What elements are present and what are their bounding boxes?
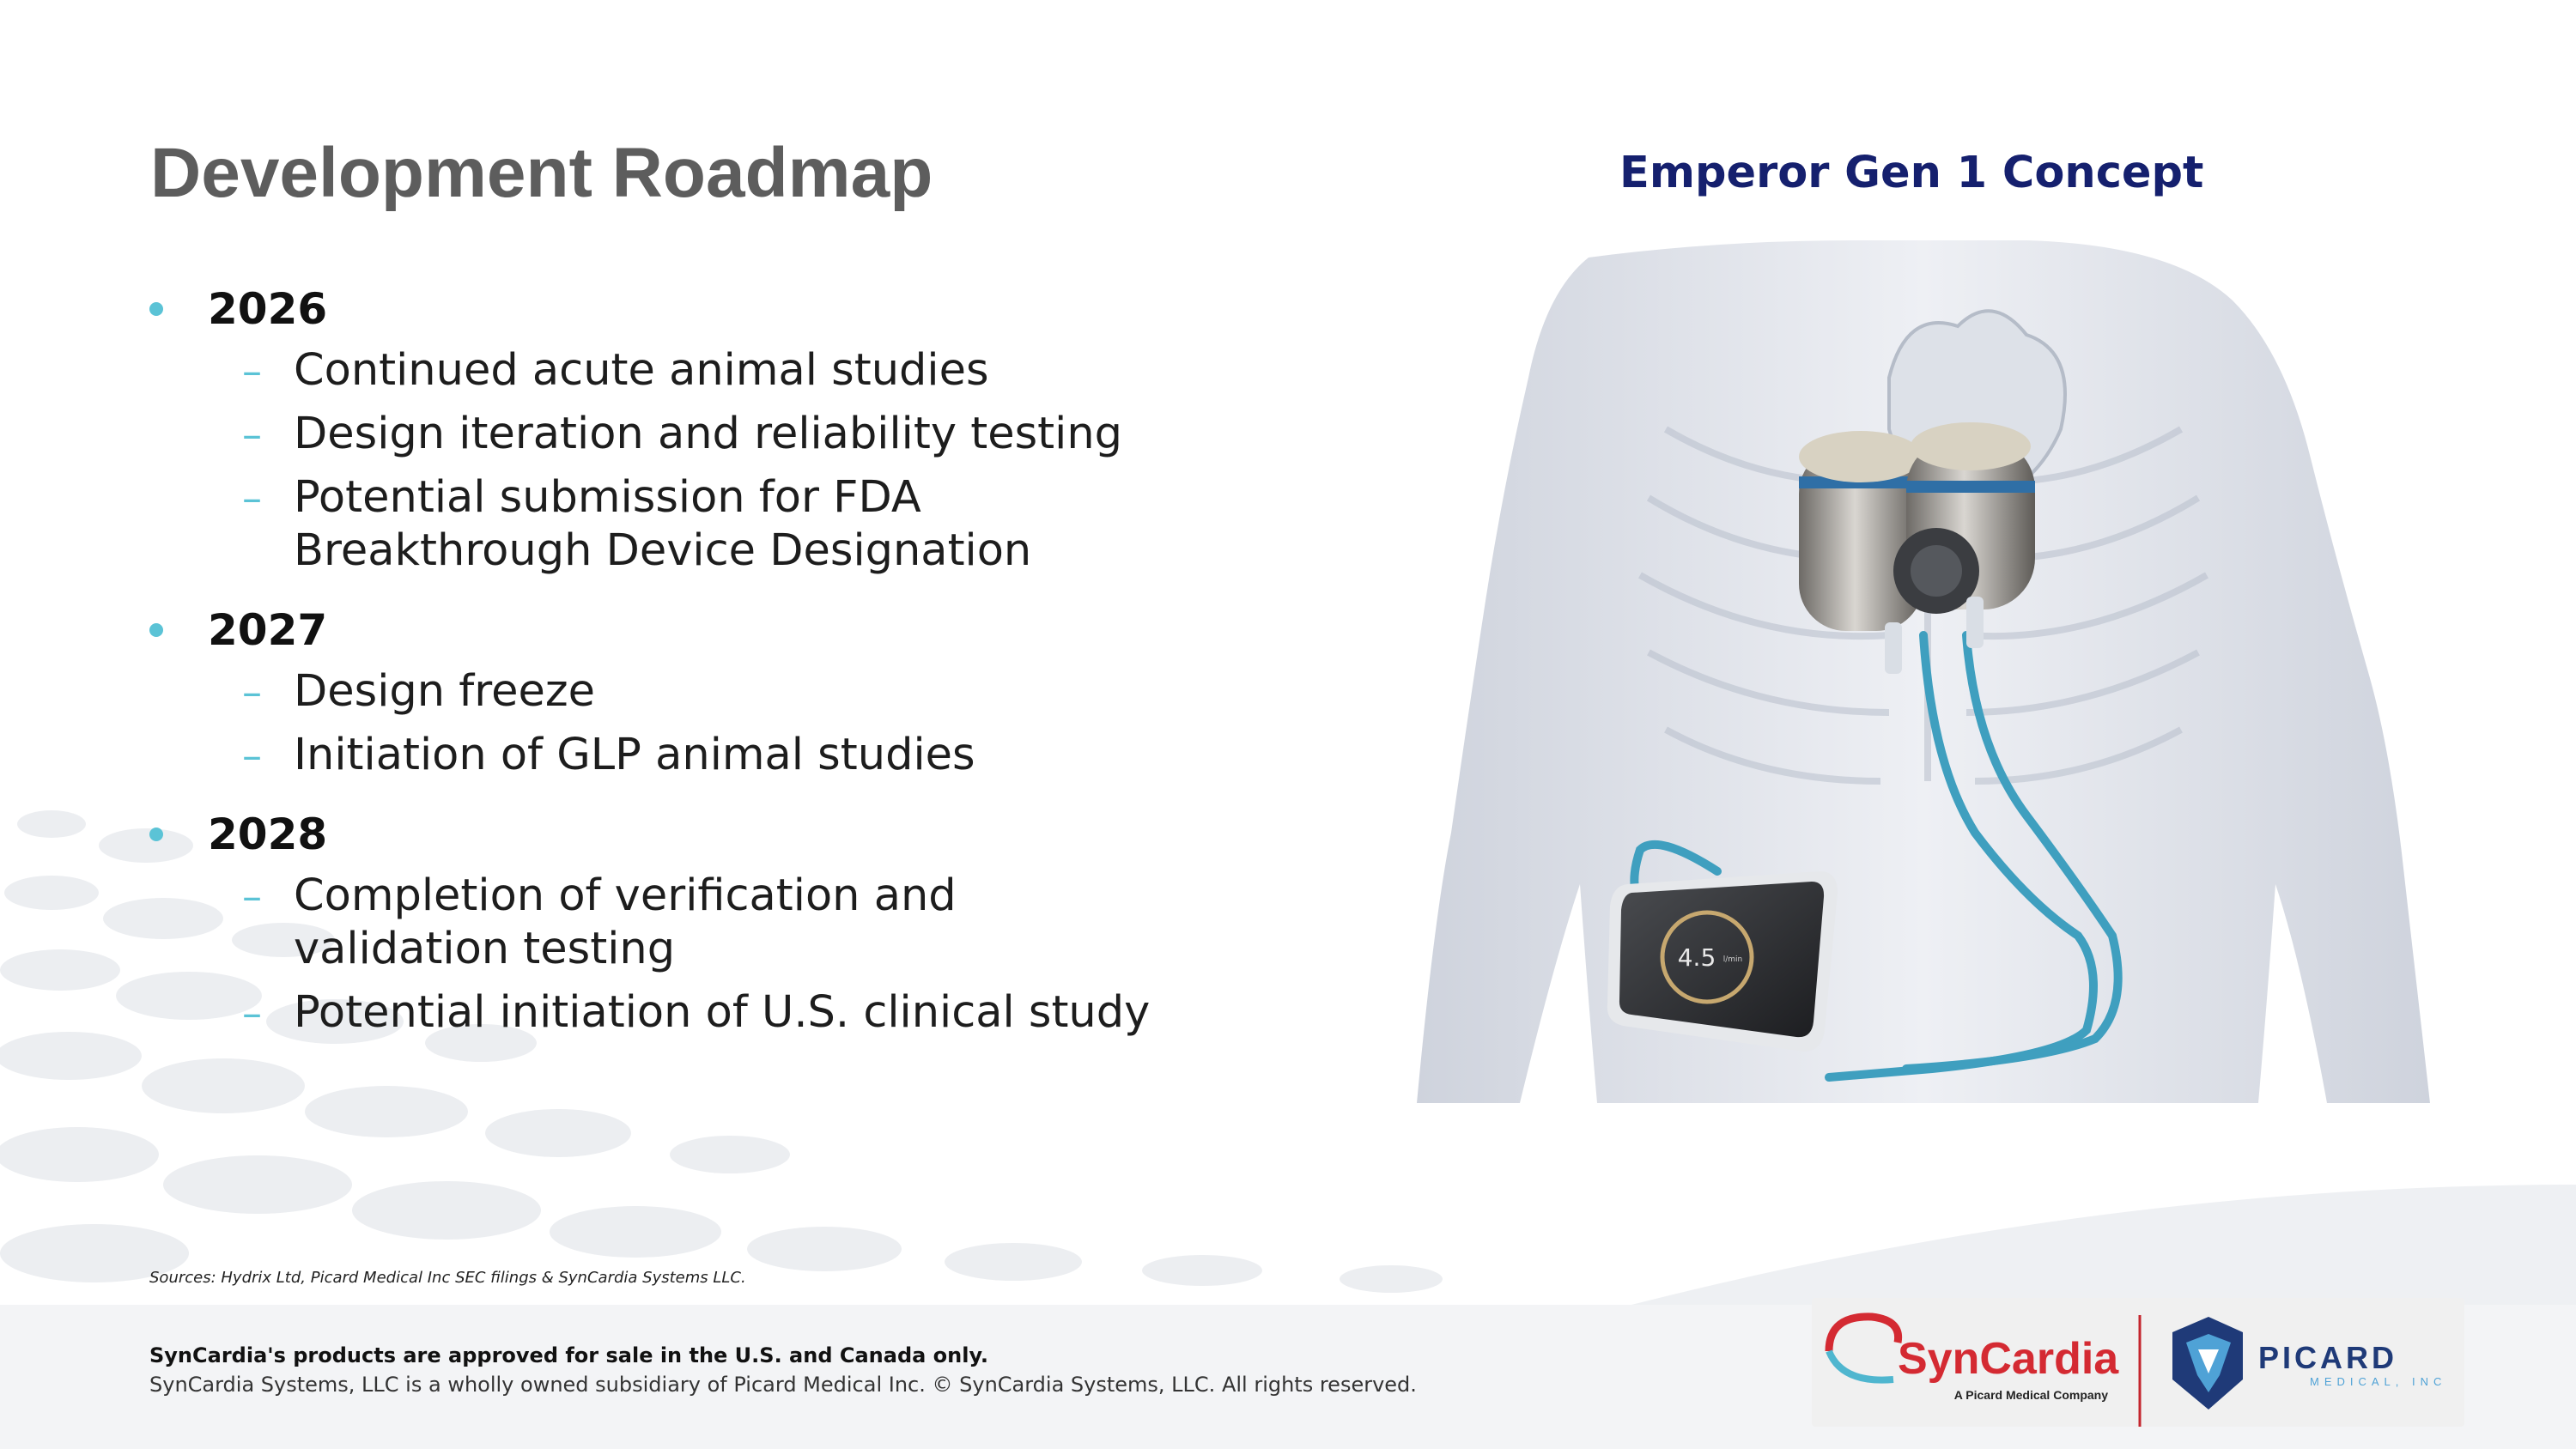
footer-disclaimer — [149, 1343, 1417, 1397]
dash-icon: – — [242, 873, 262, 919]
roadmap-list — [146, 279, 1262, 1062]
bullet-dot-icon — [149, 623, 163, 637]
dash-icon: – — [242, 990, 262, 1036]
list-item — [242, 466, 1262, 583]
list-item — [242, 981, 1262, 1045]
list-item — [242, 403, 1262, 466]
list-item — [242, 864, 1262, 981]
year-label: 2027 — [208, 605, 328, 655]
controller-display-value: 4.5 — [1677, 943, 1716, 972]
emperor-device-illustration — [1374, 232, 2456, 1116]
milestone-text: Continued acute animal studies — [294, 345, 989, 396]
sources-note: Sources: Hydrix Ltd, Picard Medical Inc SEC filings & SynCardia Systems LLC. — [149, 1269, 746, 1287]
approval-notice: SynCardia's products are approved for sale in the U.S. and Canada only. — [149, 1343, 989, 1367]
picard-wordmark: PICARD — [2258, 1340, 2398, 1375]
bullet-dot-icon — [149, 302, 163, 316]
syncardia-wordmark: SynCardia — [1898, 1334, 2119, 1384]
logo-graphics — [1812, 1298, 2464, 1427]
picard-subtext: MEDICAL, INC — [2310, 1375, 2447, 1388]
list-item — [242, 660, 1262, 724]
year-label: 2028 — [208, 809, 328, 859]
picard-logo — [2172, 1317, 2446, 1410]
concept-title: Emperor Gen 1 Concept — [1619, 148, 2204, 198]
dash-icon: – — [242, 348, 262, 394]
milestone-text: Completion of verification and validation testing — [294, 870, 957, 974]
dash-icon: – — [242, 475, 262, 521]
dash-icon: – — [242, 669, 262, 715]
syncardia-tagline: A Picard Medical Company — [1953, 1388, 2108, 1402]
syncardia-logo — [1829, 1317, 2119, 1402]
roadmap-year-2026 — [146, 279, 1262, 583]
dash-icon: – — [242, 732, 262, 779]
year-label: 2026 — [208, 284, 328, 334]
milestone-text: Design freeze — [294, 666, 595, 717]
milestone-text: Design iteration and reliability testing — [294, 409, 1123, 459]
controller-display-unit: l/min — [1722, 955, 1743, 964]
milestone-text: Potential submission for FDA Breakthrough Device Designation — [294, 472, 1032, 576]
milestone-text: Initiation of GLP animal studies — [294, 730, 975, 780]
roadmap-year-2027 — [146, 600, 1262, 787]
list-item — [242, 339, 1262, 403]
milestone-text: Potential initiation of U.S. clinical study — [294, 987, 1151, 1038]
roadmap-year-2028 — [146, 804, 1262, 1045]
dash-icon: – — [242, 411, 262, 458]
rights-notice: SynCardia Systems, LLC is a wholly owned subsidiary of Picard Medical Inc. © SynCardia Systems, LLC. All rights reserved. — [149, 1373, 1417, 1397]
bullet-dot-icon — [149, 828, 163, 841]
controller-device — [1607, 871, 1838, 1052]
page-title: Development Roadmap — [150, 134, 933, 212]
company-logos — [1812, 1298, 2464, 1427]
list-item — [242, 724, 1262, 787]
